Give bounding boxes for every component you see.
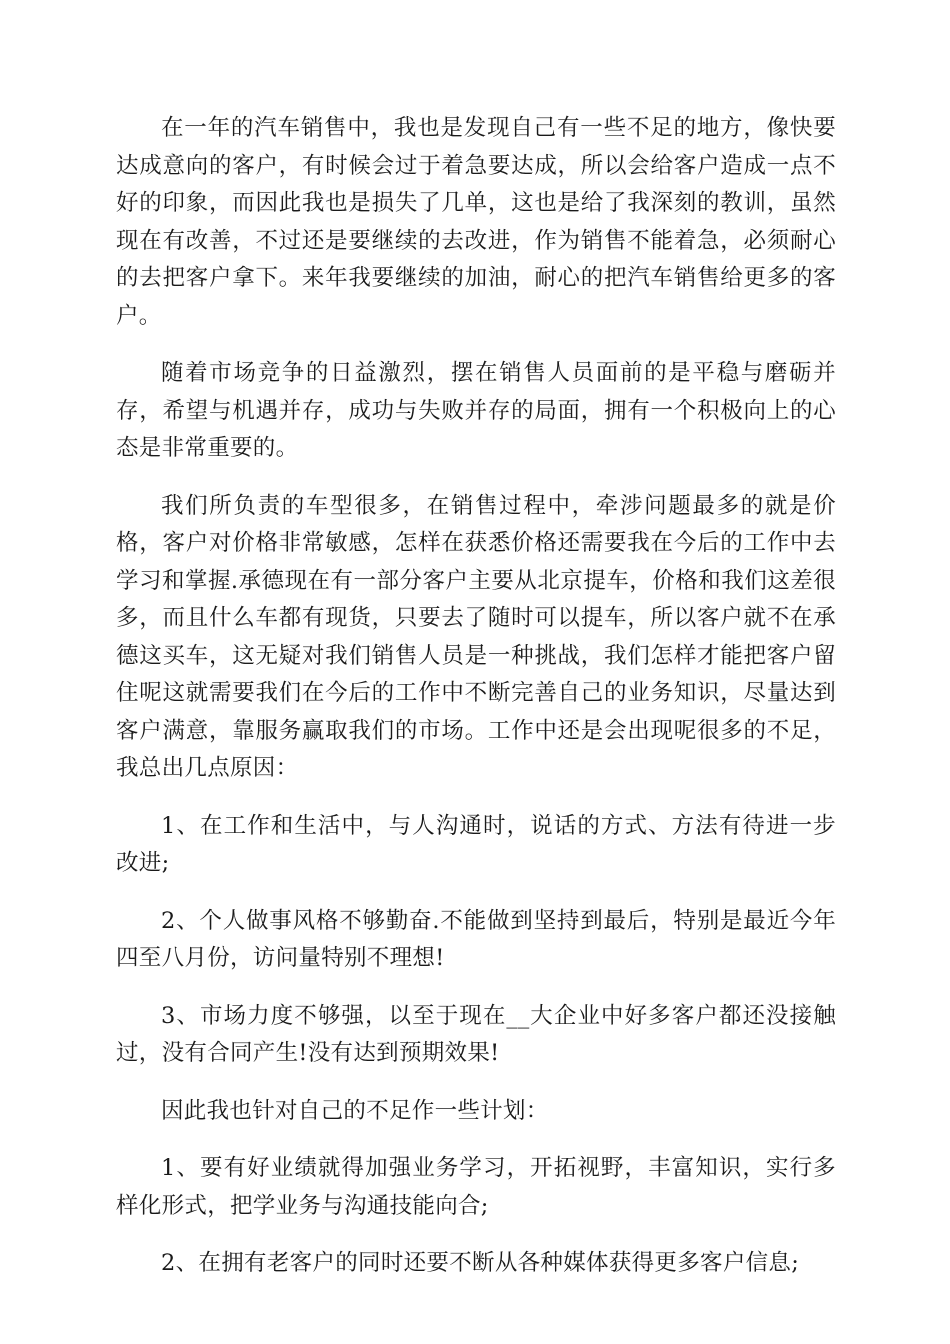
list-item-plan-2: 2、在拥有老客户的同时还要不断从各种媒体获得更多客户信息;	[161, 1250, 800, 1276]
list-item-reason-3: 3、市场力度不够强，以至于现在__大企业中好多客户都还没接触过，没有合同产生!没有达到预期效果!	[116, 1002, 836, 1066]
paragraph-pricing-challenge: 我们所负责的车型很多，在销售过程中，牵涉问题最多的就是价格，客户对价格非常敏感，怎样在获悉价格还需要我在今后的工作中去学习和掌握.承德现在有一部分客户主要从北京提车，价格和我们这差很多，而且什么车都有现货，只要去了随时可以提车，所以客户就不在承德这买车，这无疑对我们销售人员是一种挑战，我们怎样才能把客户留住呢这就需要我们在今后的工作中不断完善自己的业务知识，尽量达到客户满意，靠服务赢取我们的市场。工作中还是会出现呢很多的不足，我总出几点原因：	[116, 492, 836, 781]
document-body	[116, 110, 836, 1303]
paragraph-sales-shortcomings: 在一年的汽车销售中，我也是发现自己有一些不足的地方，像快要达成意向的客户，有时候会过于着急要达成，所以会给客户造成一点不好的印象，而因此我也是损失了几单，这也是给了我深刻的教训，虽然现在有改善，不过还是要继续的去改进，作为销售不能着急，必须耐心的去把客户拿下。来年我要继续的加油，耐心的把汽车销售给更多的客户。	[116, 115, 836, 329]
paragraph-plan-intro: 因此我也针对自己的不足作一些计划：	[161, 1097, 549, 1124]
list-item-reason-2: 2、个人做事风格不够勤奋.不能做到坚持到最后，特别是最近今年四至八月份，访问量特别不理想!	[116, 907, 836, 971]
list-item-reason-1: 1、在工作和生活中，与人沟通时，说话的方式、方法有待进一步改进;	[116, 812, 836, 876]
list-item-plan-1: 1、要有好业绩就得加强业务学习，开拓视野，丰富知识，实行多样化形式，把学业务与沟通技能向合;	[116, 1155, 836, 1219]
paragraph-market-competition: 随着市场竞争的日益激烈，摆在销售人员面前的是平稳与磨砺并存，希望与机遇并存，成功与失败并存的局面，拥有一个积极向上的心态是非常重要的。	[116, 360, 836, 461]
